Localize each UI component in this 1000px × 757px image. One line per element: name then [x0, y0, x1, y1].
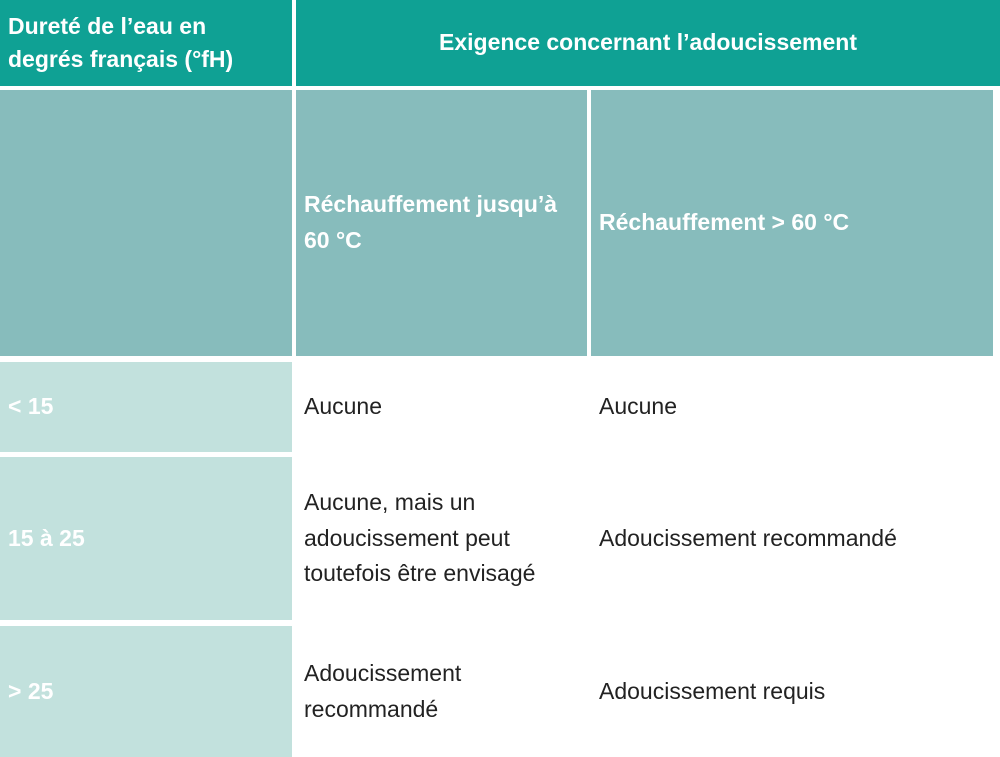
- header-hardness-label: Dureté de l’eau en degrés français (°fH): [8, 12, 234, 72]
- table-cell: Adoucissement requis: [591, 626, 993, 757]
- table-cell: Aucune: [296, 362, 587, 452]
- header-col-above-60-label: Réchauffement > 60 °C: [599, 209, 850, 236]
- table-cell: Aucune, mais un adoucissement peut toutefois être envisagé: [296, 457, 587, 620]
- header-col-up-to-60-cell: [296, 90, 587, 356]
- header-col-up-to-60-label: Réchauffement jusqu’à 60 °C: [304, 191, 558, 253]
- table-cell: Adoucissement recommandé: [296, 626, 587, 757]
- header-col-above-60-cell: [591, 90, 993, 356]
- header-hardness-cell: [0, 0, 292, 86]
- table-cell: Adoucissement recommandé: [591, 457, 993, 620]
- header-requirement-label: Exigence concernant l’adoucissement: [439, 29, 857, 56]
- header-requirement-cell: [296, 0, 1000, 86]
- table-row-label: > 25: [0, 626, 292, 757]
- table-row-label: < 15: [0, 362, 292, 452]
- table-cell: Aucune: [591, 362, 993, 452]
- table-row-label: 15 à 25: [0, 457, 292, 620]
- header-empty-cell: [0, 90, 292, 356]
